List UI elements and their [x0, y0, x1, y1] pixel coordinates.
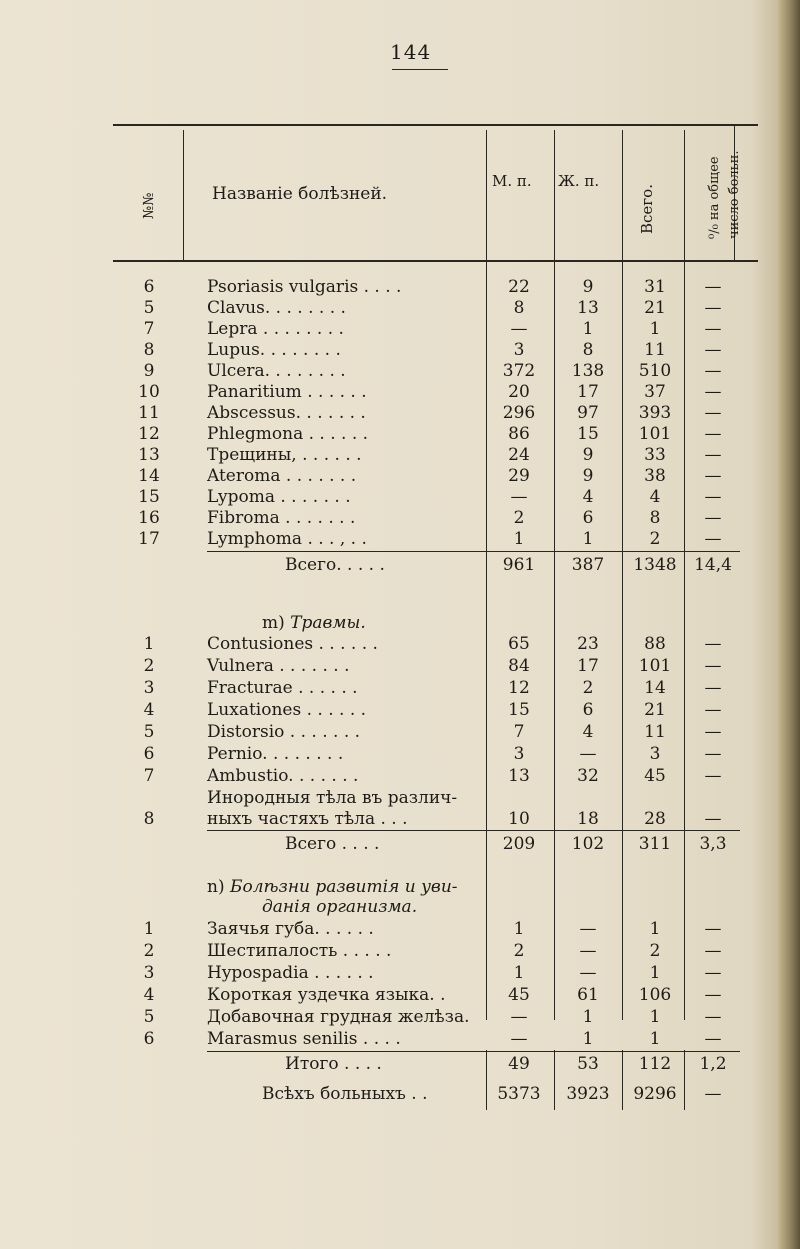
table-row: 8 Lupus. . . . . . . . 3 8 11 — — [143, 340, 722, 360]
table-row: 7 Ambustio. . . . . . . 13 32 45 — — [143, 766, 722, 786]
table-row: 12 Phlegmona . . . . . . 86 15 101 — — [138, 424, 722, 444]
table-row: 3 Hypospadia . . . . . . 1 — 1 — — [143, 963, 722, 983]
table-row: 5 Clavus. . . . . . . . 8 13 21 — — [143, 298, 722, 318]
page-edge-shadow — [778, 0, 800, 1249]
table-row: 5 Distorsio . . . . . . . 7 4 11 — — [143, 722, 722, 742]
total-row: Всего. . . . . 961 387 1348 14,4 — [285, 555, 732, 575]
table-row: 1 Contusiones . . . . . . 65 23 88 — — [143, 634, 722, 654]
subtotal-rule — [207, 830, 740, 831]
section-title: m) Травмы. — [262, 613, 366, 633]
table-top-rule — [113, 124, 758, 126]
subtotal-rule — [207, 1051, 740, 1052]
table-row: 5 Добавочная грудная желѣза. — 1 1 — — [143, 1007, 722, 1027]
header-female: Ж. п. — [558, 172, 600, 190]
table-row: 13 Трещины, . . . . . . 24 9 33 — — [138, 445, 722, 465]
total-row: Всего . . . . 209 102 311 3,3 — [285, 834, 727, 854]
total-row: Итого . . . . 49 53 112 1,2 — [285, 1054, 727, 1074]
grand-total-row: Всѣхъ больныхъ . . 5373 3923 9296 — — [262, 1084, 722, 1104]
header-name: Названіе болѣзней. — [212, 184, 388, 204]
table-row: 14 Ateroma . . . . . . . 29 9 38 — — [138, 466, 722, 486]
table-row: 16 Fibroma . . . . . . . 2 6 8 — — [138, 508, 722, 528]
subtotal-rule — [207, 551, 740, 552]
header-percent-line1: ⁰/₀ на общее — [707, 156, 722, 239]
table-row: 4 Короткая уздечка языка. . 45 61 106 — — [143, 985, 722, 1005]
header-no: №№ — [141, 192, 157, 219]
table-row: 3 Fracturae . . . . . . 12 2 14 — — [143, 678, 722, 698]
table-row: 9 Ulcera. . . . . . . . 372 138 510 — — [143, 361, 722, 381]
header-bottom-rule — [113, 260, 758, 262]
page-number-rule — [392, 69, 448, 70]
header-percent-line2: число больн. — [727, 150, 742, 239]
table-row: 17 Lymphoma . . . , . . 1 1 2 — — [138, 529, 722, 549]
header-total: Всего. — [638, 184, 656, 234]
table-row-foreign-bodies-cont: 8 ныхъ частяхъ тѣла . . . 10 18 28 — — [143, 809, 722, 829]
table-row: 2 Vulnera . . . . . . . 84 17 101 — — [143, 656, 722, 676]
page-number: 144 — [390, 40, 432, 64]
table-row: 11 Abscessus. . . . . . . 296 97 393 — — [138, 403, 722, 423]
section-title-cont: данія организма. — [262, 897, 418, 917]
table-row: 1 Заячья губа. . . . . . 1 — 1 — — [143, 919, 722, 939]
table-row: 6 Pernio. . . . . . . . 3 — 3 — — [143, 744, 722, 764]
table-row: 6 Marasmus senilis . . . . — 1 1 — — [143, 1029, 722, 1049]
table-row: 15 Lypoma . . . . . . . — 4 4 — — [138, 487, 722, 507]
section-title: n) Болѣзни развитія и уви- — [207, 877, 458, 897]
table-row: 6 Psoriasis vulgaris . . . . 22 9 31 — — [143, 277, 722, 297]
table-row: 2 Шестипалость . . . . . 2 — 2 — — [143, 941, 722, 961]
table-row: 10 Panaritium . . . . . . 20 17 37 — — [138, 382, 722, 402]
header-col-divider — [183, 130, 184, 260]
header-male: М. п. — [492, 172, 532, 190]
table-row-foreign-bodies: Инородныя тѣла въ различ- — [207, 788, 458, 808]
table-row: 4 Luxationes . . . . . . 15 6 21 — — [143, 700, 722, 720]
table-row: 7 Lepra . . . . . . . . — 1 1 — — [143, 319, 722, 339]
